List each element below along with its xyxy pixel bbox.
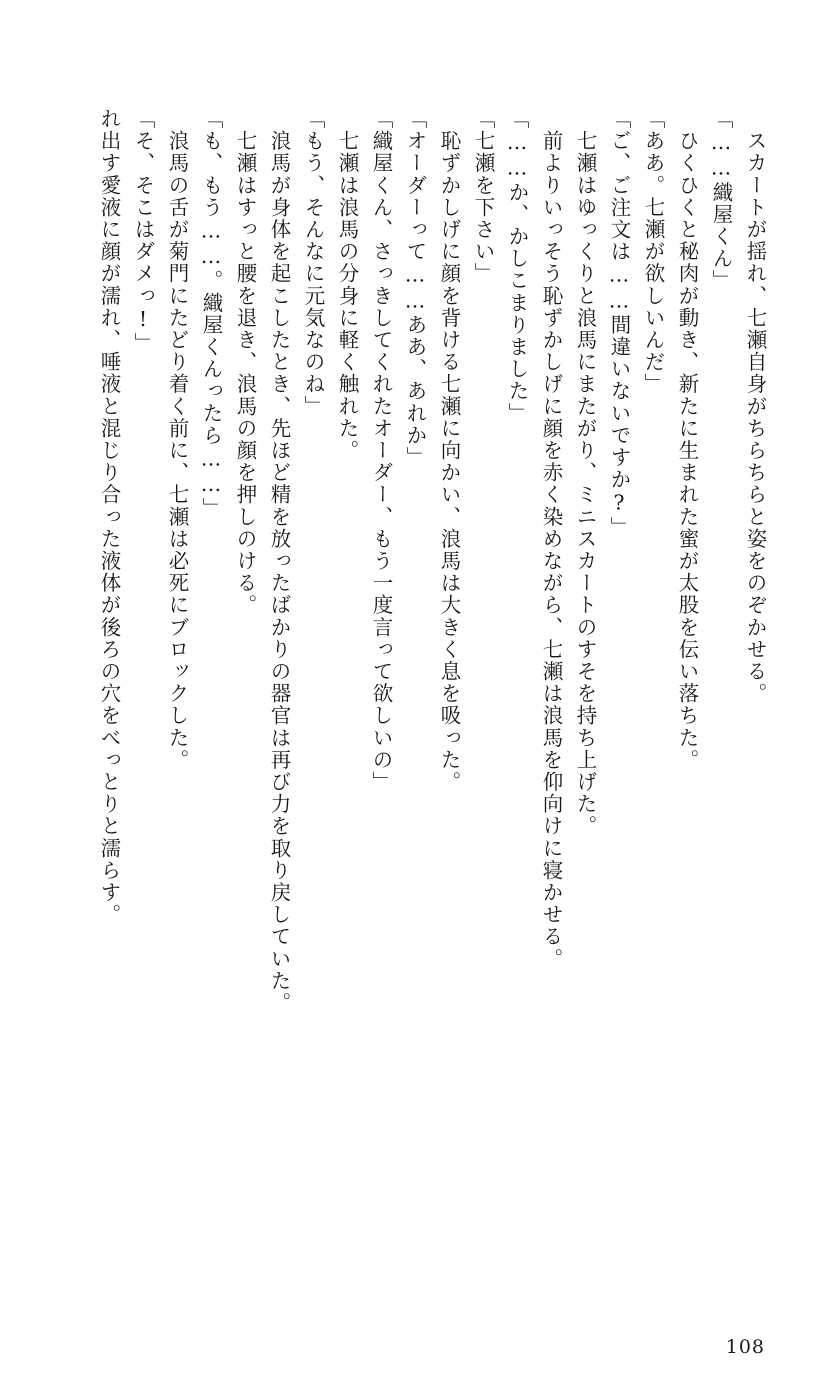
text-column: 浪馬の舌が菊門にたどり着く前に、七瀬は必死にブロックした。 xyxy=(165,108,189,771)
text-column: 浪馬が身体を起こしたとき、先ほど精を放ったばかりの器官は再び力を取り戻していた。 xyxy=(267,108,291,1015)
text-column: 「……織屋くん」 xyxy=(709,108,733,292)
text-column: ひくひくと秘肉が動き、新たに生まれた蜜が太股を伝い落ちた。 xyxy=(675,108,699,771)
text-column: 「……か、かしこまりました」 xyxy=(505,108,529,425)
text-column: 「ご、ご注文は……間違いないですか?」 xyxy=(607,108,631,539)
text-column: 七瀬はすっと腰を退き、浪馬の顔を押しのける。 xyxy=(233,108,257,617)
text-column: 前よりいっそう恥ずかしげに顔を赤く染めながら、七瀬は浪馬を仰向けに寝かせる。 xyxy=(539,108,563,970)
text-column: スカートが揺れ、七瀬自身がちらちらと姿をのぞかせる。 xyxy=(743,108,767,705)
text-column: 「織屋くん、さっきしてくれたオーダー、もう一度言って欲しいの」 xyxy=(369,108,393,794)
text-column: 「もう、そんなに元気なのね」 xyxy=(301,108,325,418)
text-column: 「そ、そこはダメっ!」 xyxy=(131,108,155,355)
text-column: 「も、もう……。織屋くんったら……」 xyxy=(199,108,223,520)
text-column: 「オーダーって……ああ、あれか」 xyxy=(403,108,427,469)
text-column: れ出す愛液に顔が濡れ、唾液と混じり合った液体が後ろの穴をべっとりと濡らす。 xyxy=(97,108,121,926)
text-column: 恥ずかしげに顔を背ける七瀬に向かい、浪馬は大きく息を吸った。 xyxy=(437,108,461,794)
novel-text-body xyxy=(85,108,765,1158)
text-column: 「ああ。七瀬が欲しいんだ」 xyxy=(641,108,665,396)
text-column: 七瀬はゆっくりと浪馬にまたがり、ミニスカートのすそを持ち上げた。 xyxy=(573,108,597,838)
text-column: 「七瀬を下さい」 xyxy=(471,108,495,285)
text-column: 七瀬は浪馬の分身に軽く触れた。 xyxy=(335,108,359,462)
page-number: 108 xyxy=(725,1336,765,1358)
